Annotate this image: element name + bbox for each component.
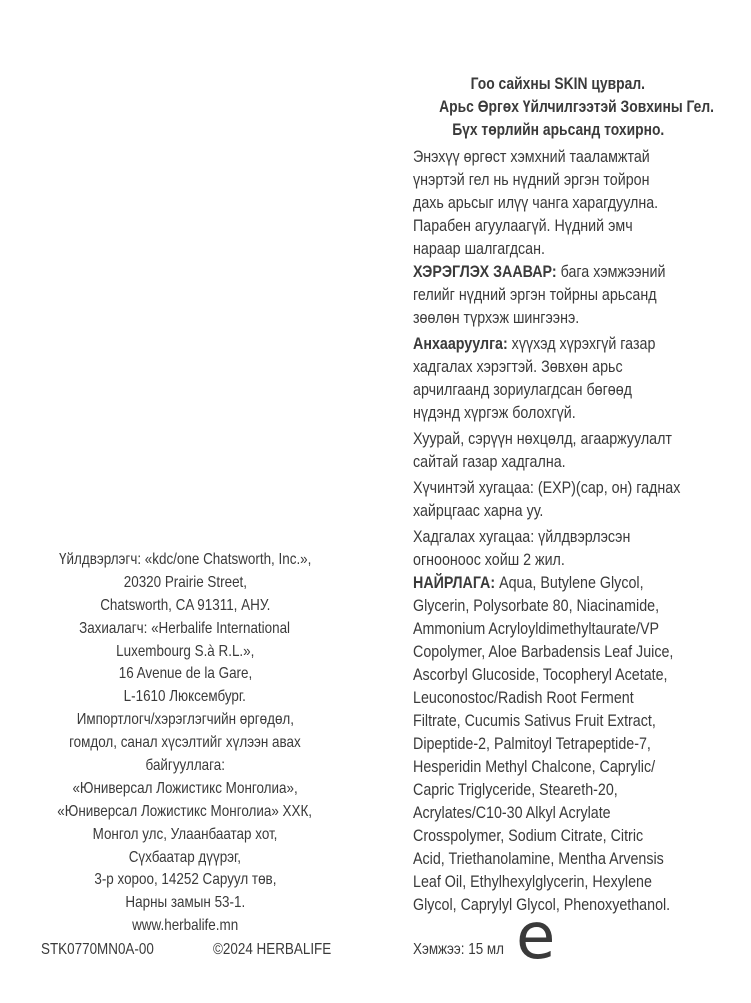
manufacturer-line: Нарны замын 53-1. (125, 894, 245, 912)
description-line: Парабен агуулаагүй. Нүдний эмч (413, 216, 633, 235)
usage-line: зөөлөн түрхэж шингээнэ. (413, 308, 580, 327)
manufacturer-line: 20320 Prairie Street, (123, 573, 247, 591)
ingredients-line: Glycol, Caprylyl Glycol, Phenoxyethanol. (413, 895, 671, 914)
estimated-sign-icon: e (516, 900, 556, 974)
warning-section (413, 332, 751, 424)
manufacturer-line: Сүхбаатар дүүрэг, (128, 848, 242, 866)
manufacturer-line: L-1610 Люксембург. (123, 688, 247, 706)
website-url: www.herbalife.mn (131, 917, 239, 935)
ingredients-line: Acrylates/C10-30 Alkyl Acrylate (413, 803, 611, 822)
ingredients-text: Aqua, Butylene Glycol, (495, 573, 644, 592)
description-line: дахь арьсыг илүү чанга харагдуулна. (413, 193, 659, 212)
ingredients-line: Ammonium Acryloyldimethyltaurate/VP (413, 619, 660, 638)
manufacturer-line: Luxembourg S.à R.L.», (115, 642, 255, 660)
product-text-column (413, 73, 751, 916)
ingredients-line: Glycerin, Polysorbate 80, Niacinamide, (413, 596, 660, 615)
manufacturer-line: Захиалагч: «Herbalife International (79, 619, 291, 637)
warning-text: хүүхэд хүрэхгүй газар (507, 334, 656, 353)
manufacturer-line: Импортлогч/хэрэглэгчийн өргөдөл, (76, 711, 294, 729)
ingredients-line: Leuconostoc/Radish Root Ferment (413, 688, 634, 707)
usage-section (413, 260, 751, 329)
expiry-line: Хүчинтэй хугацаа: (EXP)(сар, он) гаднах (413, 478, 681, 497)
copyright-notice: ©2024 HERBALIFE (213, 941, 332, 958)
usage-line: гелийг нүдний эргэн тойрны арьсанд (413, 285, 657, 304)
warning-line: нүдэнд хүргэж болохгүй. (413, 403, 576, 422)
manufacturer-line: байгууллага: (145, 757, 225, 775)
storage-line: Хуурай, сэрүүн нөхцөлд, агааржуулалт (413, 429, 672, 448)
manufacturer-line: «Юниверсал Ложистикс Монголиа» ХХК, (57, 802, 313, 820)
product-code: STK0770MN0A-00 (41, 941, 154, 958)
ingredients-line: Copolymer, Aloe Barbadensis Leaf Juice, (413, 642, 674, 661)
ingredients-line: Hesperidin Methyl Chalcone, Caprylic/ (413, 757, 656, 776)
manufacturer-info (20, 549, 350, 938)
volume-label: Хэмжээ: 15 мл (413, 941, 505, 958)
ingredients-line: Acid, Triethanolamine, Mentha Arvensis (413, 849, 664, 868)
ingredients-section (413, 571, 751, 916)
description-line: үнэртэй гел нь нүдний эргэн тойрон (413, 170, 650, 189)
manufacturer-line: Үйлдвэрлэгч: «kdc/one Chatsworth, Inc.», (58, 551, 312, 568)
usage-text: бага хэмжээний (556, 262, 666, 281)
ingredients-line: Capric Triglyceride, Steareth-20, (413, 780, 618, 799)
expiry-line: хайрцгаас харна уу. (413, 501, 544, 520)
expiry-section (413, 476, 751, 522)
ingredients-label: НАЙРЛАГА: (413, 573, 496, 592)
ingredients-line: Leaf Oil, Ethylhexylglycerin, Hexylene (413, 872, 652, 891)
shelf-life-line: Хадгалах хугацаа: үйлдвэрлэсэн (413, 527, 631, 546)
product-heading (413, 73, 715, 142)
shelf-life-section (413, 525, 751, 571)
manufacturer-line: 16 Avenue de la Gare, (118, 665, 252, 683)
heading-line: Бүх төрлийн арьсанд тохирно. (451, 121, 665, 139)
storage-section (413, 427, 751, 473)
warning-label: Анхааруулга: (413, 334, 508, 353)
description (413, 145, 751, 260)
storage-line: сайтай газар хадгална. (413, 452, 566, 471)
manufacturer-line: Chatsworth, CA 91311, АНУ. (99, 596, 271, 614)
description-line: Энэхүү өргөст хэмхний тааламжтай (413, 147, 650, 166)
manufacturer-line: гомдол, санал хүсэлтийг хүлээн авах (69, 734, 301, 752)
heading-line: Гоо сайхны SKIN цуврал. (470, 75, 646, 93)
manufacturer-line: 3-р хороо, 14252 Саруул төв, (93, 871, 277, 889)
shelf-life-line: огнооноос хойш 2 жил. (413, 550, 565, 569)
manufacturer-line: Монгол улс, Улаанбаатар хот, (92, 825, 278, 843)
ingredients-line: Crosspolymer, Sodium Citrate, Citric (413, 826, 644, 845)
ingredients-line: Dipeptide-2, Palmitoyl Tetrapeptide-7, (413, 734, 651, 753)
ingredients-line: Filtrate, Cucumis Sativus Fruit Extract, (413, 711, 656, 730)
warning-line: арчилгаанд зориулагдсан бөгөөд (413, 380, 633, 399)
usage-label: ХЭРЭГЛЭХ ЗААВАР: (413, 262, 557, 281)
heading-line: Арьс Өргөх Үйлчилгээтэй Зовхины Гел. (439, 98, 715, 116)
ingredients-line: Ascorbyl Glucoside, Tocopheryl Acetate, (413, 665, 668, 684)
manufacturer-line: «Юниверсал Ложистикс Монголиа», (72, 779, 298, 797)
warning-line: хадгалах хэрэгтэй. Зөвхөн арьс (413, 357, 623, 376)
description-line: нараар шалгагдсан. (413, 239, 545, 258)
